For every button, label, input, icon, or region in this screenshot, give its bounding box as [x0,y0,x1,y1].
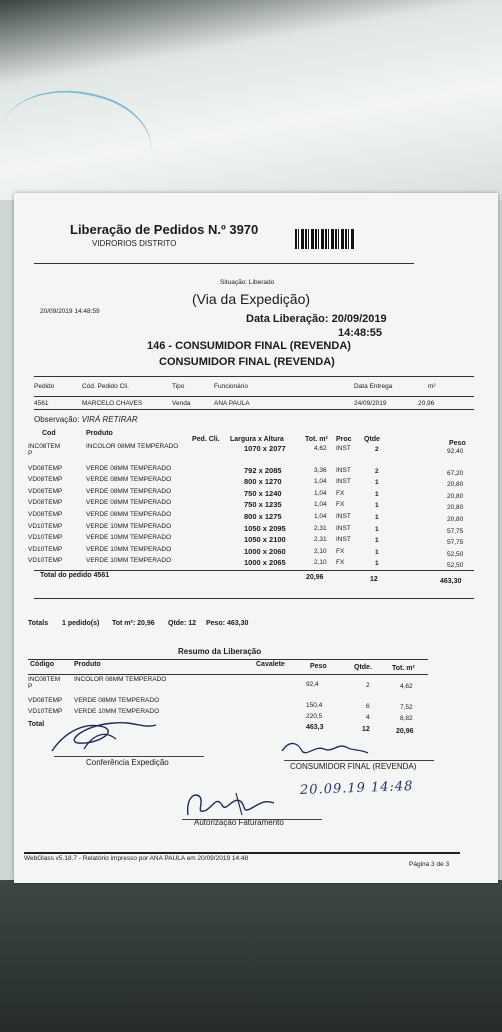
resumo-total-m2: 20,96 [396,728,414,735]
item-produto: VERDE 10MM TEMPERADO [86,522,172,530]
cliente-line2: CONSUMIDOR FINAL (REVENDA) [159,356,335,368]
item-proc: FX [336,489,345,497]
background-bottom [0,880,502,1032]
table-row [14,499,498,511]
item-qtde: 1 [375,525,379,533]
item-dims: 800 x 1275 [244,512,282,521]
item-produto: VERDE 10MM TEMPERADO [86,557,172,565]
item-peso: 92,40 [447,448,464,455]
handwritten-date: 20.09.19 14:48 [299,779,414,798]
item-cod: VD08TEMP [28,511,63,518]
observacao-label: Observação: [34,415,80,424]
situacao: Situação: Liberado [220,279,275,286]
resumo-codigo-suffix: P [28,683,33,690]
resumo-total-qtde: 12 [362,726,370,733]
company-name: VIDRORIOS DISTRITO [92,239,177,248]
table-row [14,476,498,488]
item-produto: VERDE 10MM TEMPERADO [86,534,172,542]
item-peso: 20,80 [447,504,464,512]
totals-peso: Peso: 463,30 [206,620,249,627]
resumo-col-cavalete: Cavalete [256,661,285,668]
resumo-m2: 4,62 [400,683,413,690]
value-data-entrega: 24/09/2019 [354,400,387,407]
value-m2: 20,96 [418,400,435,407]
item-produto: VERDE 08MM TEMPERADO [86,499,172,507]
item-peso: 67,20 [447,469,464,477]
item-cod-suffix: P [28,450,33,457]
order-header-values [14,400,498,412]
item-proc: FX [336,559,345,567]
item-qtde: 1 [375,548,379,556]
item-proc: INST [336,478,351,486]
label-pedido: Pedido [34,383,55,390]
order-total-label: Total do pedido 4561 [40,572,110,579]
document-sheet [14,193,498,883]
item-peso: 57,75 [447,539,464,547]
item-cod: VD08TEMP [28,464,63,472]
divider [34,409,474,410]
resumo-col-codigo: Código [30,661,55,668]
col-proc: Proc [336,436,352,443]
resumo-row [14,676,498,688]
observacao-value: VIRÁ RETIRAR [81,415,138,424]
via-label: (Via da Expedição) [192,291,311,307]
item-qtde: 1 [375,502,379,510]
item-dims: 1050 x 2100 [244,535,286,545]
footer-report: WebGlass v5.18.7 - Relatório impresso por ANA PAULA em 20/09/2019 14:48 [24,855,249,862]
resumo-col-produto: Produto [74,661,101,668]
item-cod: VD10TEMP [28,534,63,542]
item-proc: FX [336,547,345,555]
resumo-peso: 220,5 [306,713,323,720]
item-cod: VD08TEMP [28,499,63,507]
item-peso: 20,80 [447,492,464,500]
order-total-peso: 463,30 [440,578,462,585]
order-total-m2: 20,96 [306,574,324,581]
totals-label: Totals [28,620,49,627]
item-produto: VERDE 08MM TEMPERADO [86,476,172,484]
table-row [14,546,498,558]
value-tipo: Venda [172,400,191,407]
resumo-col-peso: Peso [310,663,327,670]
divider [28,659,428,660]
cliente-line1: 146 - CONSUMIDOR FINAL (REVENDA) [147,340,351,352]
item-cod: VD10TEMP [28,557,63,565]
item-cod: VD10TEMP [28,545,63,553]
resumo-total-label: Total [28,721,45,728]
table-row [14,523,498,535]
resumo-title: Resumo da Liberação [178,647,262,656]
item-cod: VD08TEMP [28,476,63,484]
item-dims: 800 x 1270 [244,477,282,487]
item-proc: INST [336,445,351,452]
item-proc: INST [336,536,351,544]
label-funcionario: Funcionário [214,383,248,390]
item-peso: 57,75 [447,527,464,535]
table-row [14,511,498,523]
resumo-m2: 8,82 [400,715,413,722]
item-qtde: 1 [375,514,379,521]
resumo-peso: 150,4 [306,702,323,709]
resumo-col-tot-m2: Tot. m² [392,665,415,672]
item-m2: 4,62 [314,445,327,452]
resumo-qtde: 2 [366,682,370,689]
item-dims: 792 x 2085 [244,465,282,475]
divider [34,263,414,264]
item-qtde: 1 [375,490,379,498]
barcode-icon [295,229,355,249]
divider [24,852,460,854]
item-m2: 1,04 [314,513,327,520]
signature-conferencia [44,703,164,763]
item-m2: 2,10 [314,547,327,555]
label-tipo: Tipo [172,383,185,390]
order-total-qtde: 12 [370,576,378,583]
divider [34,376,474,377]
resumo-m2: 7,52 [400,704,413,711]
item-peso: 52,50 [447,550,464,558]
item-qtde: 1 [375,560,379,568]
col-dims: Largura x Altura [230,436,284,443]
value-pedido: 4561 [34,400,49,407]
data-liberacao: Data Liberação: 20/09/2019 [246,313,387,325]
item-qtde: 2 [375,446,379,453]
col-produto: Produto [86,430,113,437]
resumo-header [14,661,498,673]
divider [34,396,474,397]
order-total-row [14,572,498,584]
resumo-produto: INCOLOR 08MM TEMPERADO [74,676,167,683]
item-m2: 1,04 [314,501,327,509]
item-produto: VERDE 08MM TEMPERADO [86,487,172,495]
item-cod: INC08TEM [28,443,61,450]
order-header-labels [14,383,498,395]
table-row [14,557,498,569]
item-cod: VD08TEMP [28,487,63,495]
signature-line [54,756,204,757]
divider [28,674,428,675]
resumo-qtde: 6 [366,703,370,710]
col-cod: Cod [42,430,56,437]
item-dims: 1000 x 2065 [244,558,286,568]
totals-qtde: Qtde: 12 [168,620,197,627]
item-qtde: 1 [375,537,379,545]
item-qtde: 2 [375,467,379,475]
item-produto: VERDE 08MM TEMPERADO [86,511,172,518]
item-m2: 2,10 [314,559,327,567]
resumo-codigo: INC08TEM [28,676,61,683]
signature-line [284,760,434,761]
item-produto: VERDE 10MM TEMPERADO [86,545,172,553]
resumo-col-qtde: Qtde. [354,664,372,671]
item-qtde: 1 [375,479,379,487]
resumo-total-peso: 463,3 [306,724,324,731]
item-proc: FX [336,501,345,509]
table-row [14,443,498,455]
table-row [14,465,498,477]
document-title: Liberação de Pedidos N.º 3970 [70,222,259,237]
resumo-peso: 92,4 [306,681,319,688]
totals-pedidos: 1 pedido(s) [62,620,100,627]
item-cod: VD10TEMP [28,522,63,530]
printed-at: 20/09/2019 14:48:59 [40,308,100,315]
value-funcionario: ANA PAULA [214,400,250,407]
label-data-entrega: Data Entrega [354,383,393,390]
divider [34,570,474,571]
item-dims: 750 x 1235 [244,500,282,510]
label-consumidor: CONSUMIDOR FINAL (REVENDA) [290,762,417,771]
table-row [14,534,498,546]
footer-page: Página 3 de 3 [409,861,450,868]
resumo-produto: VERDE 10MM TEMPERADO [74,708,160,715]
item-dims: 1000 x 2060 [244,546,286,556]
item-dims: 1050 x 2095 [244,523,286,533]
divider [34,598,474,599]
table-row [14,488,498,500]
resumo-produto: VERDE 08MM TEMPERADO [74,697,160,704]
item-proc: INST [336,466,351,474]
item-m2: 2,31 [314,524,327,532]
item-proc: INST [336,524,351,532]
item-peso: 52,50 [447,562,464,570]
item-m2: 3,36 [314,466,327,474]
col-peso: Peso [449,440,466,447]
hora-liberacao: 14:48:55 [338,327,383,339]
col-ped-cli: Ped. Cli. [192,436,220,443]
resumo-codigo: VD08TEMP [28,697,63,704]
item-dims: 1070 x 2077 [244,444,286,453]
label-conferencia: Conferência Expedição [86,758,169,767]
item-peso: 20,80 [447,481,464,489]
item-m2: 1,04 [314,489,327,497]
value-cod-pedido-cli: MARCELO CHAVES [82,400,143,407]
observacao [34,415,138,424]
item-dims: 750 x 1240 [244,488,282,498]
item-produto: INCOLOR 08MM TEMPERADO [86,443,179,450]
resumo-qtde: 4 [366,714,370,721]
item-m2: 1,04 [314,478,327,486]
item-m2: 2,31 [314,536,327,544]
item-peso: 20,80 [447,516,464,523]
item-produto: VERDE 08MM TEMPERADO [86,464,172,472]
label-m2: m² [428,383,436,390]
totals-m2: Tot m²: 20,96 [112,620,155,627]
totals-line [14,620,498,632]
col-tot-m2: Tot. m² [305,436,328,443]
item-proc: INST [336,513,351,520]
label-autorizacao: Autorização Faturamento [194,818,284,827]
col-qtde: Qtde [364,436,380,443]
label-cod-pedido-cli: Cód. Pedido Cli. [82,383,129,390]
signature-cliente [276,733,376,763]
resumo-codigo: VD10TEMP [28,708,63,715]
